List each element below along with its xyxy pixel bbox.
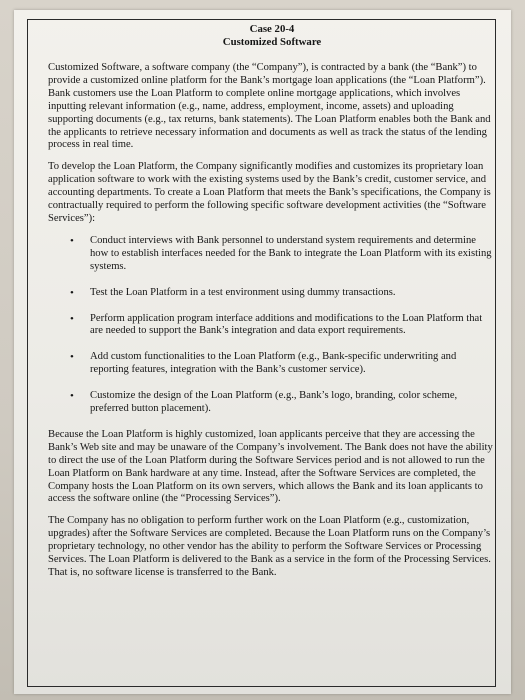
case-number: Case 20-4 xyxy=(249,23,295,35)
list-item xyxy=(48,351,496,377)
paragraph-customization: Because the Loan Platform is highly customized, loan applicants perceive that they are accessing the Bank’s Web site and may be unaware of the Company’s involvement. The Bank does not have the ability to direct the use of the Loan Platform during the Software Services period and is not allowed to run the Loan Platform on Bank hardware at any time. Instead, after the Software Services are completed, the Company hosts the Loan Platform on its own servers, which allows the Bank and its loan applicants to access the software online (the “Processing Services”). xyxy=(48,428,493,505)
paragraph-obligations: The Company has no obligation to perform further work on the Loan Platform (e.g., customization, upgrades) after the Software Services are completed. Because the Loan Platform runs on the Company’s proprietary technology, no other vendor has the ability to perform the Software Services or Processing Services. The Loan Platform is delivered to the Bank as a service in the form of the Processing Services. That is, no software license is transferred to the Bank. xyxy=(48,515,491,578)
list-item xyxy=(48,390,496,416)
list-item-text: Test the Loan Platform in a test environment using dummy transactions. xyxy=(90,286,396,298)
list-item xyxy=(48,235,496,274)
case-title: Customized Software xyxy=(222,36,322,48)
list-item-text: Customize the design of the Loan Platform (e.g., Bank’s logo, branding, color scheme, preferred button placement). xyxy=(90,390,458,415)
bullet-icon: • xyxy=(70,286,74,299)
list-item-text: Add custom functionalities to the Loan Platform (e.g., Bank-specific underwriting and reporting features, integration with the Bank’s customer service). xyxy=(90,351,457,376)
bullet-icon: • xyxy=(70,312,74,325)
case-content xyxy=(48,23,496,589)
list-item-text: Conduct interviews with Bank personnel to understand system requirements and determine how to establish interfaces needed for the Bank to integrate the Loan Platform with its existing systems. xyxy=(90,234,492,272)
bullet-icon: • xyxy=(70,234,74,247)
case-box xyxy=(27,19,496,687)
bullet-icon: • xyxy=(70,390,74,403)
paragraph-development: To develop the Loan Platform, the Company significantly modifies and customizes its proprietary loan application software to work with the existing systems used by the Bank’s credit, customer service, and accounting departments. To create a Loan Platform that meets the Bank’s specifications, the Company is contractually required to perform the following specific software development activities (the “Software Services”): xyxy=(48,161,491,224)
list-item xyxy=(48,313,496,339)
paragraph-intro: Customized Software, a software company (the “Company”), is contracted by a bank (the “Bank”) to provide a customized online platform for the Bank’s mortgage loan applications (the “Loan Platform”). Bank customers use the Loan Platform to complete online mortgage applications, which involves inputting relevant information (e.g., name, address, employment, income, assets) and uploading supporting documents (e.g., tax returns, bank statements). The Loan Platform enables both the Bank and the applicants to retrieve necessary information and documents as well as track the status of the lending process in real time. xyxy=(48,62,491,151)
bullet-icon: • xyxy=(70,351,74,364)
list-item-text: Perform application program interface additions and modifications to the Loan Platform that are needed to support the Bank’s integration and data export requirements. xyxy=(90,312,483,337)
document-page xyxy=(14,10,511,694)
software-services-list xyxy=(48,235,496,416)
list-item xyxy=(48,287,496,300)
